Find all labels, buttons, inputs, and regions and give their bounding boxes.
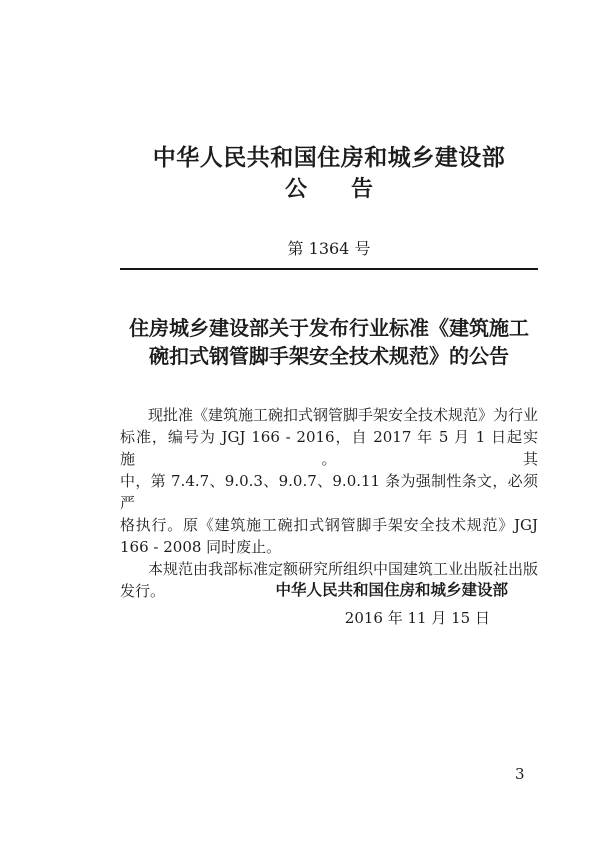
- divider-rule: [120, 268, 538, 270]
- document-title-line-1: 住房城乡建设部关于发布行业标准《建筑施工: [129, 316, 529, 340]
- body-line: 中，第 7.4.7、9.0.3、9.0.7、9.0.11 条为强制性条文，必须严: [120, 472, 538, 512]
- ministry-title: 中华人民共和国住房和城乡建设部: [152, 144, 506, 171]
- body-line: 166 - 2008 同时废止。: [120, 538, 282, 556]
- announcement-title: 公 告: [284, 176, 373, 202]
- issuer-signature: 中华人民共和国住房和城乡建设部: [275, 580, 508, 599]
- issue-number: 第 1364 号: [287, 239, 371, 258]
- body-line: 发行。: [120, 582, 166, 600]
- body-text: [120, 404, 538, 602]
- body-line: 标准，编号为 JGJ 166 - 2016，自 2017 年 5 月 1 日起实施。其: [120, 428, 538, 468]
- issue-date: 2016 年 11 月 15 日: [344, 609, 490, 627]
- body-line: 现批准《建筑施工碗扣式钢管脚手架安全技术规范》为行业: [148, 406, 539, 424]
- document-title-line-2: 碗扣式钢管脚手架安全技术规范》的公告: [149, 343, 509, 368]
- page-number: 3: [515, 765, 525, 783]
- document-title: [120, 315, 538, 370]
- body-line: 格执行。原《建筑施工碗扣式钢管脚手架安全技术规范》JGJ: [120, 516, 538, 534]
- body-line: 本规范由我部标准定额研究所组织中国建筑工业出版社出版: [148, 560, 539, 578]
